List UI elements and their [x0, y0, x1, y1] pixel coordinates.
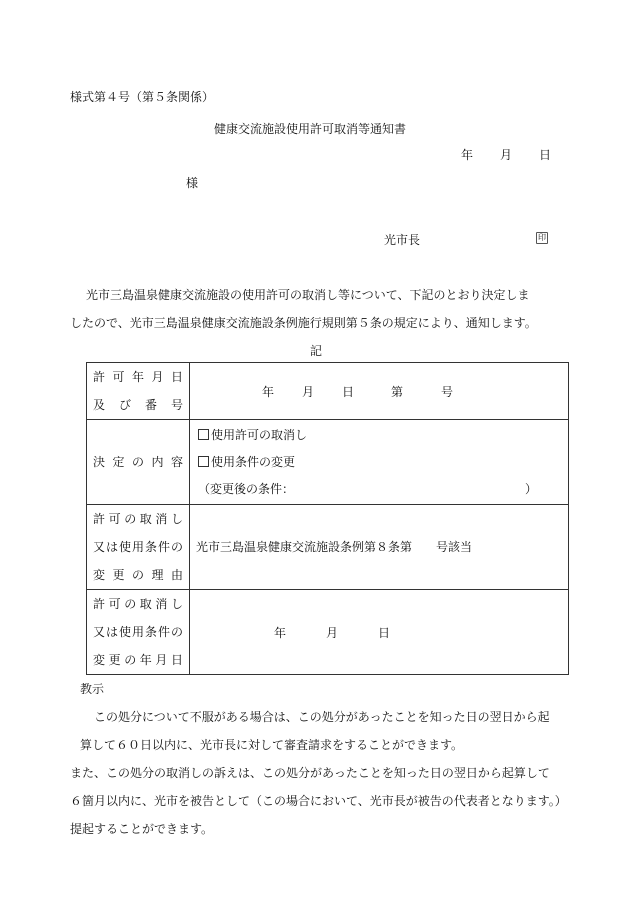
seal-mark: 印 [538, 233, 546, 242]
table-row-change-date [87, 590, 569, 675]
label-line: 及び番号 [93, 398, 183, 412]
label-line: 決定の内容 [93, 455, 183, 469]
change-month: 月 [326, 626, 339, 640]
changed-conditions-close: ） [525, 481, 538, 496]
notice-p2-line1: また、この処分の取消しの訴えは、この処分があったことを知った日の翌日から起算して [70, 766, 550, 780]
revoke-checkbox[interactable] [198, 429, 209, 440]
recipient-suffix: 様 [186, 176, 199, 190]
label-change-date [87, 590, 190, 675]
value-decision [190, 420, 569, 505]
permit-day: 日 [342, 385, 355, 399]
value-permit-date [190, 363, 569, 420]
notice-heading: 教示 [80, 682, 105, 696]
permit-go: 号 [441, 385, 454, 399]
option-change [190, 449, 568, 476]
notice-p1-line2: 算して６０日以内に、光市長に対して審査請求をすることができます。 [80, 738, 464, 752]
notice-p2-line2: ６箇月以内に、光市を被告として（この場合において、光市長が被告の代表者となります。） [70, 794, 567, 808]
document-title: 健康交流施設使用許可取消等通知書 [214, 122, 407, 136]
date-month: 月 [500, 148, 513, 162]
permit-month: 月 [302, 385, 315, 399]
ki-heading: 記 [310, 344, 323, 358]
label-line: 許可の取消し [93, 597, 183, 611]
label-line: 又は使用条件の [93, 625, 183, 639]
changed-conditions [190, 476, 568, 503]
value-change-date [190, 590, 569, 675]
label-permit-date [87, 363, 190, 420]
change-year: 年 [274, 626, 287, 640]
value-reason [190, 505, 569, 590]
changed-conditions-open: （変更後の条件： [198, 481, 295, 496]
reason-text: 光市三島温泉健康交流施設条例第８条第 号該当 [196, 539, 473, 554]
date-day: 日 [539, 148, 552, 162]
label-line: 又は使用条件の [93, 540, 183, 554]
label-line: 変更の理由 [93, 568, 183, 582]
change-checkbox[interactable] [198, 456, 209, 467]
label-line: 変更の年月日 [93, 653, 183, 667]
permit-dai: 第 [391, 385, 404, 399]
table-row-reason [87, 505, 569, 590]
permit-table [86, 362, 569, 675]
label-reason [87, 505, 190, 590]
form-number: 様式第４号（第５条関係） [70, 90, 215, 104]
label-decision [87, 420, 190, 505]
date-year: 年 [461, 148, 474, 162]
permit-year: 年 [262, 385, 275, 399]
notice-p1-line1: この処分について不服がある場合は、この処分があったことを知った日の翌日から起 [94, 710, 550, 724]
option-revoke-label: 使用許可の取消し [211, 427, 308, 442]
option-revoke [190, 422, 568, 449]
intro-line-2: したので、光市三島温泉健康交流施設条例施行規則第５条の規定により、通知します。 [70, 316, 537, 330]
option-change-label: 使用条件の変更 [211, 454, 296, 469]
change-day: 日 [378, 626, 391, 640]
label-line: 許可の取消し [93, 512, 183, 526]
notice-p2-line3: 提起することができます。 [70, 822, 214, 836]
issuer-name: 光市長 [384, 233, 421, 247]
label-line: 許可年月日 [93, 370, 183, 384]
intro-line-1: 光市三島温泉健康交流施設の使用許可の取消し等について、下記のとおり決定しま [86, 288, 530, 302]
table-row-decision [87, 420, 569, 505]
table-row-permit-date [87, 363, 569, 420]
